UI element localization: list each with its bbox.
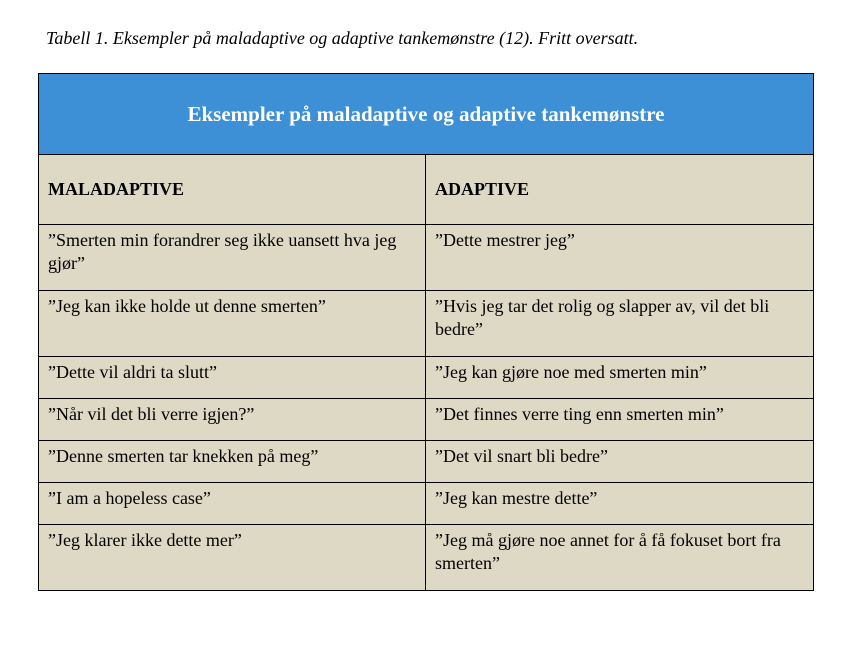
- maladaptive-cell: ”Når vil det bli verre igjen?”: [39, 399, 426, 441]
- thought-patterns-table: [38, 73, 814, 591]
- maladaptive-cell: ”Jeg klarer ikke dette mer”: [39, 525, 426, 591]
- table-row: [39, 441, 814, 483]
- table-row: [39, 225, 814, 291]
- table-row: [39, 483, 814, 525]
- adaptive-cell: ”Dette mestrer jeg”: [426, 225, 814, 291]
- adaptive-cell: ”Jeg må gjøre noe annet for å få fokuset bort fra smerten”: [426, 525, 814, 591]
- table-title-row: [39, 74, 814, 155]
- adaptive-cell: ”Jeg kan gjøre noe med smerten min”: [426, 357, 814, 399]
- table-title: Eksempler på maladaptive og adaptive tankemønstre: [39, 74, 814, 155]
- table-caption: Tabell 1. Eksempler på maladaptive og adaptive tankemønstre (12). Fritt oversatt.: [46, 28, 639, 48]
- adaptive-cell: ”Det vil snart bli bedre”: [426, 441, 814, 483]
- column-header-adaptive: ADAPTIVE: [426, 155, 814, 225]
- adaptive-cell: ”Det finnes verre ting enn smerten min”: [426, 399, 814, 441]
- table-row: [39, 357, 814, 399]
- maladaptive-cell: ”Denne smerten tar knekken på meg”: [39, 441, 426, 483]
- adaptive-cell: ”Hvis jeg tar det rolig og slapper av, vil det bli bedre”: [426, 291, 814, 357]
- maladaptive-cell: ”Jeg kan ikke holde ut denne smerten”: [39, 291, 426, 357]
- table-header-row: [39, 155, 814, 225]
- table-row: [39, 525, 814, 591]
- table-row: [39, 291, 814, 357]
- table-row: [39, 399, 814, 441]
- maladaptive-cell: ”Dette vil aldri ta slutt”: [39, 357, 426, 399]
- maladaptive-cell: ”Smerten min forandrer seg ikke uansett hva jeg gjør”: [39, 225, 426, 291]
- column-header-maladaptive: MALADAPTIVE: [39, 155, 426, 225]
- maladaptive-cell: ”I am a hopeless case”: [39, 483, 426, 525]
- adaptive-cell: ”Jeg kan mestre dette”: [426, 483, 814, 525]
